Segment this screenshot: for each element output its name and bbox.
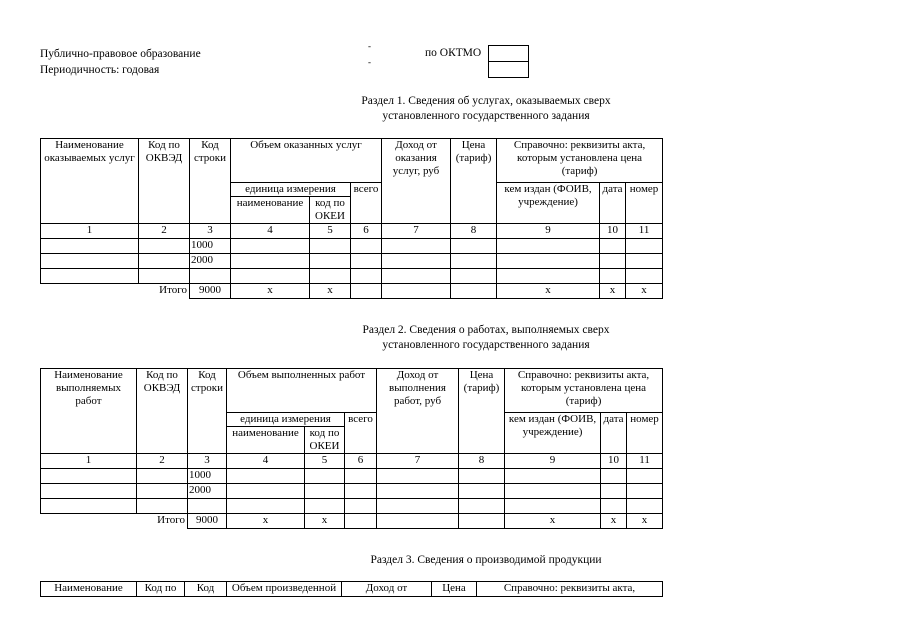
- col-header-code: Код строки: [188, 369, 227, 454]
- cell-input[interactable]: [626, 254, 663, 269]
- cell-input[interactable]: [41, 484, 137, 499]
- x-mark: x: [231, 284, 310, 299]
- col-header-price: Цена (тариф): [459, 369, 505, 454]
- section3-title: Раздел 3. Сведения о производимой продукции: [370, 554, 602, 566]
- cell-input[interactable]: [41, 469, 137, 484]
- subheader-unit-name: наименование: [227, 427, 305, 454]
- section2-table: [40, 368, 663, 529]
- cell-input[interactable]: [382, 284, 451, 299]
- x-mark: x: [227, 514, 305, 529]
- cell-input[interactable]: [305, 469, 345, 484]
- section2-title: Раздел 2. Сведения о работах, выполняемых сверх установленного государственного задания: [362, 324, 610, 351]
- row-code: 1000: [190, 239, 231, 254]
- subheader-issued-by: кем издан (ФОИВ, учреждение): [497, 183, 600, 224]
- total-code: 9000: [188, 514, 227, 529]
- x-mark: x: [505, 514, 601, 529]
- col-header-income: Доход от выполнения работ, руб: [377, 369, 459, 454]
- subheader-unit: единица измерения: [231, 183, 351, 197]
- col-header-volume: Объем выполненных работ: [227, 369, 377, 413]
- cell-input[interactable]: [459, 484, 505, 499]
- total-label: Итого: [159, 284, 187, 296]
- report-header: [40, 46, 201, 78]
- cell-input[interactable]: [600, 239, 626, 254]
- cell-input[interactable]: [451, 254, 497, 269]
- x-mark: x: [310, 284, 351, 299]
- oktmo-label: по ОКТМО: [425, 47, 482, 59]
- col-number: 1: [41, 454, 137, 469]
- table-row: [41, 254, 663, 269]
- x-mark: x: [601, 514, 627, 529]
- cell-input[interactable]: [231, 239, 310, 254]
- cell-input[interactable]: [459, 514, 505, 529]
- col-number: 2: [137, 454, 188, 469]
- row-code: 1000: [188, 469, 227, 484]
- cell-input[interactable]: [377, 514, 459, 529]
- cell-input[interactable]: [41, 239, 139, 254]
- col-number: 10: [600, 224, 626, 239]
- col-number: 4: [231, 224, 310, 239]
- col-header-reference: Справочно: реквизиты акта, которым установлена цена (тариф): [505, 369, 663, 413]
- cell-input[interactable]: [382, 239, 451, 254]
- col-number: 11: [627, 454, 663, 469]
- cell-input[interactable]: [497, 254, 600, 269]
- cell-input[interactable]: [505, 469, 601, 484]
- cell-input[interactable]: [231, 269, 310, 284]
- cell-input[interactable]: [227, 499, 305, 514]
- dash-mark: -: [368, 57, 371, 67]
- total-code: 9000: [190, 284, 231, 299]
- col-header-income: Доход от: [342, 582, 432, 597]
- cell-input[interactable]: [497, 239, 600, 254]
- subheader-unit-name: наименование: [231, 197, 310, 224]
- col-header-code: Код: [185, 582, 227, 597]
- col-header-okved: Код по ОКВЭД: [139, 139, 190, 224]
- col-number: 7: [377, 454, 459, 469]
- subheader-number: номер: [627, 413, 663, 454]
- cell-input[interactable]: [451, 284, 497, 299]
- subheader-number: номер: [626, 183, 663, 224]
- table-row: [41, 269, 663, 284]
- col-header-name: Наименование выполняемых работ: [41, 369, 137, 454]
- cell-input[interactable]: [505, 484, 601, 499]
- cell-input[interactable]: [139, 254, 190, 269]
- col-number: 11: [626, 224, 663, 239]
- cell-input[interactable]: [626, 269, 663, 284]
- oktmo-field[interactable]: [488, 45, 529, 78]
- cell-input[interactable]: [305, 499, 345, 514]
- cell-input[interactable]: [41, 499, 137, 514]
- cell-input[interactable]: [41, 254, 139, 269]
- subheader-okei: код по ОКЕИ: [305, 427, 345, 454]
- cell-input[interactable]: [377, 484, 459, 499]
- subheader-issued-by: кем издан (ФОИВ, учреждение): [505, 413, 601, 454]
- col-header-okved: Код по: [137, 582, 185, 597]
- cell-input[interactable]: [600, 269, 626, 284]
- cell-input[interactable]: [601, 499, 627, 514]
- cell-input[interactable]: [601, 469, 627, 484]
- cell-input[interactable]: [139, 239, 190, 254]
- cell-input[interactable]: [351, 284, 382, 299]
- cell-input[interactable]: [345, 469, 377, 484]
- col-header-reference: Справочно: реквизиты акта, которым установлена цена (тариф): [497, 139, 663, 183]
- cell-input[interactable]: [382, 254, 451, 269]
- col-number: 2: [139, 224, 190, 239]
- table-row: [41, 484, 663, 499]
- cell-input[interactable]: [345, 514, 377, 529]
- col-number: 4: [227, 454, 305, 469]
- col-header-income: Доход от оказания услуг, руб: [382, 139, 451, 224]
- cell-input[interactable]: [137, 484, 188, 499]
- cell-input[interactable]: [451, 239, 497, 254]
- col-header-volume: Объем произведенной: [227, 582, 342, 597]
- table-row: [41, 499, 663, 514]
- section1-title: Раздел 1. Сведения об услугах, оказываемых сверх установленного государственного задания: [361, 95, 611, 122]
- total-row: [41, 514, 663, 529]
- section1-table: [40, 138, 663, 299]
- col-header-name: Наименование: [41, 582, 137, 597]
- col-number: 1: [41, 224, 139, 239]
- cell-input[interactable]: [227, 484, 305, 499]
- x-mark: x: [305, 514, 345, 529]
- cell-input[interactable]: [351, 269, 382, 284]
- cell-input[interactable]: [627, 484, 663, 499]
- cell-input[interactable]: [497, 269, 600, 284]
- col-number: 3: [188, 454, 227, 469]
- col-number: 10: [601, 454, 627, 469]
- subheader-date: дата: [600, 183, 626, 224]
- cell-input[interactable]: [377, 499, 459, 514]
- total-row: [41, 284, 663, 299]
- col-number: 8: [451, 224, 497, 239]
- col-number: 3: [190, 224, 231, 239]
- col-number: 5: [310, 224, 351, 239]
- col-header-price: Цена: [432, 582, 477, 597]
- subheader-total: всего: [351, 183, 382, 224]
- section3-table: [40, 581, 663, 597]
- total-label: Итого: [157, 514, 185, 526]
- cell-input[interactable]: [351, 254, 382, 269]
- cell-input[interactable]: [459, 469, 505, 484]
- subheader-total: всего: [345, 413, 377, 454]
- col-header-name: Наименование оказываемых услуг: [41, 139, 139, 224]
- col-number: 5: [305, 454, 345, 469]
- col-header-volume: Объем оказанных услуг: [231, 139, 382, 183]
- row-code: 2000: [190, 254, 231, 269]
- col-header-code: Код строки: [190, 139, 231, 224]
- cell-input[interactable]: [305, 484, 345, 499]
- cell-input[interactable]: [310, 254, 351, 269]
- subheader-date: дата: [601, 413, 627, 454]
- table-row: [41, 239, 663, 254]
- cell-input[interactable]: [601, 484, 627, 499]
- cell-input[interactable]: [451, 269, 497, 284]
- col-header-okved: Код по ОКВЭД: [137, 369, 188, 454]
- x-mark: x: [627, 514, 663, 529]
- periodicity-label: Периодичность: годовая: [40, 64, 160, 76]
- cell-input[interactable]: [600, 254, 626, 269]
- cell-input[interactable]: [139, 269, 190, 284]
- cell-input[interactable]: [377, 469, 459, 484]
- cell-input[interactable]: [351, 239, 382, 254]
- cell-input[interactable]: [310, 269, 351, 284]
- cell-input[interactable]: [627, 499, 663, 514]
- cell-input[interactable]: [188, 499, 227, 514]
- cell-input[interactable]: [345, 484, 377, 499]
- col-header-reference: Справочно: реквизиты акта,: [477, 582, 663, 597]
- cell-input[interactable]: [459, 499, 505, 514]
- cell-input[interactable]: [626, 239, 663, 254]
- cell-input[interactable]: [627, 469, 663, 484]
- row-code: 2000: [188, 484, 227, 499]
- x-mark: x: [497, 284, 600, 299]
- col-number: 9: [505, 454, 601, 469]
- cell-input[interactable]: [231, 254, 310, 269]
- cell-input[interactable]: [227, 469, 305, 484]
- col-number: 7: [382, 224, 451, 239]
- cell-input[interactable]: [505, 499, 601, 514]
- cell-input[interactable]: [137, 469, 188, 484]
- entity-label: Публично-правовое образование: [40, 48, 201, 60]
- cell-input[interactable]: [310, 239, 351, 254]
- subheader-okei: код по ОКЕИ: [310, 197, 351, 224]
- col-number: 6: [345, 454, 377, 469]
- x-mark: x: [626, 284, 663, 299]
- col-number: 8: [459, 454, 505, 469]
- cell-input[interactable]: [137, 499, 188, 514]
- table-row: [41, 469, 663, 484]
- x-mark: x: [600, 284, 626, 299]
- col-number: 6: [351, 224, 382, 239]
- dash-mark: -: [368, 41, 371, 51]
- cell-input[interactable]: [345, 499, 377, 514]
- col-header-price: Цена (тариф): [451, 139, 497, 224]
- col-number: 9: [497, 224, 600, 239]
- cell-input[interactable]: [190, 269, 231, 284]
- subheader-unit: единица измерения: [227, 413, 345, 427]
- cell-input[interactable]: [41, 269, 139, 284]
- cell-input[interactable]: [382, 269, 451, 284]
